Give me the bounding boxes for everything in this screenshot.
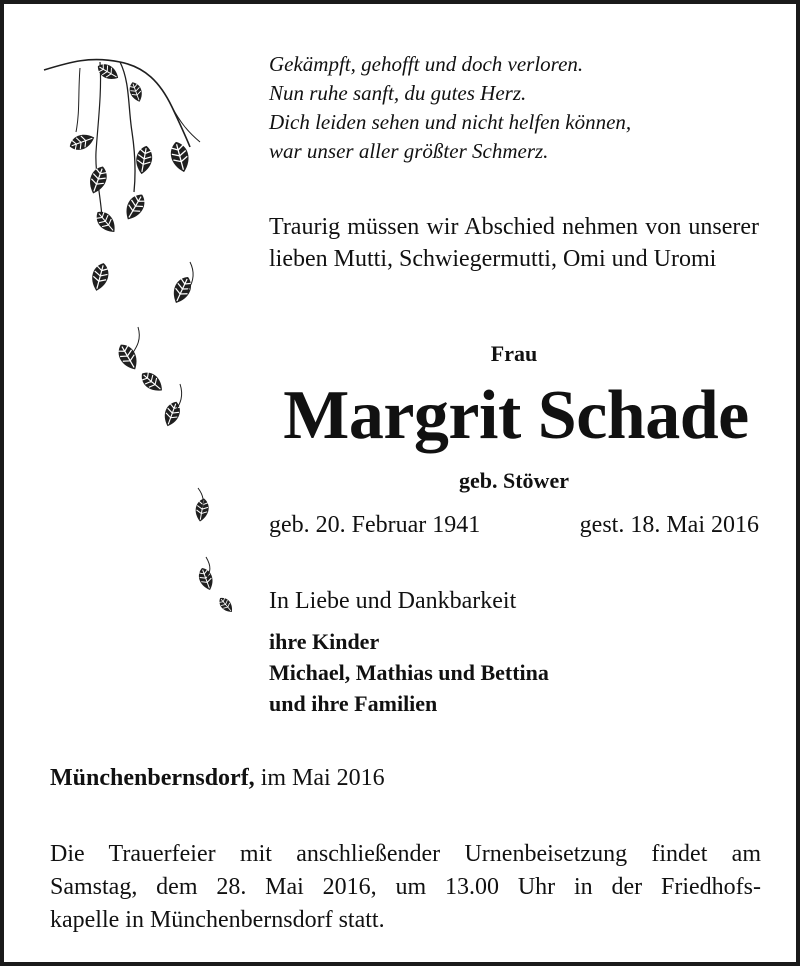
maiden-name: geb. Stöwer <box>459 468 569 493</box>
farewell-intro: Traurig müssen wir Abschied nehmen von unserer lieben Mutti, Schwiegermutti, Omi und Uromi <box>269 214 759 272</box>
poem-line: Nun ruhe sanft, du gutes Herz. <box>269 81 527 105</box>
funeral-line: Die Trauerfeier mit anschließender Urnenbeisetzung findet am <box>50 841 761 867</box>
signer-line: Michael, Mathias und Bettina <box>269 660 549 685</box>
signer-line: ihre Kinder <box>269 629 380 654</box>
life-dates <box>269 509 759 541</box>
name-prefix: Frau <box>490 341 538 366</box>
poem-line: war unser aller größter Schmerz. <box>269 139 549 163</box>
falling-leaves-branch-icon <box>40 52 240 632</box>
closing-phrase: In Liebe und Dankbarkeit <box>269 588 517 614</box>
deceased-name: Margrit Schade <box>283 377 749 454</box>
signer-line: und ihre Familien <box>269 691 438 716</box>
signers-list <box>269 626 759 719</box>
notice-date: im Mai 2016 <box>260 765 385 791</box>
funeral-line: Samstag, dem 28. Mai 2016, um 13.00 Uhr in der Friedhofs- <box>50 874 761 900</box>
poem-verse <box>269 50 769 166</box>
birth-date: geb. 20. Februar 1941 <box>269 512 481 538</box>
poem-line: Dich leiden sehen und nicht helfen können, <box>269 110 632 134</box>
place-name: Münchenbernsdorf, <box>50 765 255 791</box>
funeral-line: kapelle in Münchenbernsdorf statt. <box>50 907 385 933</box>
poem-line: Gekämpft, gehofft und doch verloren. <box>269 52 584 76</box>
place-and-date <box>50 762 750 794</box>
death-date: gest. 18. Mai 2016 <box>579 512 759 538</box>
funeral-info <box>50 838 761 937</box>
